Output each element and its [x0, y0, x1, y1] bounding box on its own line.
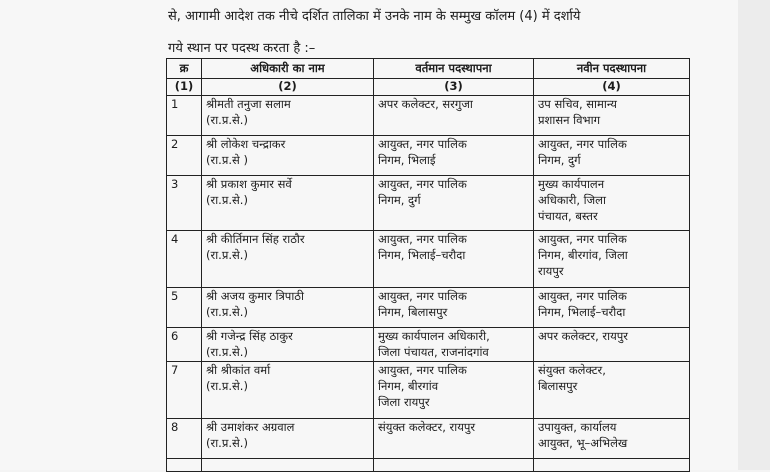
row-sno: 6 [167, 328, 202, 362]
current-posting-line: अपर कलेक्टर, सरगुजा [378, 97, 473, 111]
row-sno: 2 [167, 136, 202, 176]
current-posting [374, 136, 534, 176]
officer-name-line: (रा.प्र.से.) [206, 113, 248, 127]
current-posting [374, 96, 534, 136]
current-posting-line: जिला पंचायत, राजनांदगांव [378, 345, 489, 359]
new-posting-line: उप सचिव, सामान्य [538, 97, 617, 111]
table-row [167, 328, 690, 362]
officer-name-line: श्री प्रकाश कुमार सर्वे [206, 177, 292, 191]
current-posting-line: निगम, दुर्ग [378, 193, 421, 207]
table-row [167, 362, 690, 419]
table-row [167, 419, 690, 459]
table-row [167, 136, 690, 176]
new-posting-line: संयुक्त कलेक्टर, [538, 363, 606, 377]
officer-name-line: श्री उमाशंकर अग्रवाल [206, 420, 295, 434]
page-shadow [738, 0, 770, 470]
row-sno: 8 [167, 419, 202, 459]
new-posting-line: निगम, भिलाई–चरौदा [538, 305, 626, 319]
new-posting-line: रायपुर [538, 264, 564, 278]
new-posting-line: अधिकारी, जिला [538, 193, 606, 207]
intro-line-1: से, आगामी आदेश तक नीचे दर्शित तालिका में उनके नाम के सम्मुख कॉलम (4) में दर्शाये [168, 9, 581, 24]
new-posting-line: अपर कलेक्टर, रायपुर [538, 329, 628, 343]
officer-name-line: (रा.प्र.से.) [206, 248, 248, 262]
new-posting [534, 362, 690, 419]
officer-name [202, 136, 374, 176]
current-posting [374, 176, 534, 231]
table-body [167, 96, 690, 472]
officer-name [202, 419, 374, 459]
table-row [167, 288, 690, 328]
new-posting [534, 288, 690, 328]
column-number: (2) [202, 79, 374, 96]
new-posting-line: पंचायत, बस्तर [538, 209, 598, 223]
header-sno: क्र [167, 59, 202, 79]
current-posting-line: निगम, भिलाई [378, 153, 436, 167]
officer-name-line: श्री अजय कुमार त्रिपाठी [206, 289, 304, 303]
current-posting-line: आयुक्त, नगर पालिक [378, 137, 467, 151]
header-new-posting: नवीन पदस्थापना [534, 59, 690, 79]
new-posting [534, 231, 690, 288]
officer-name-line: (रा.प्र.से.) [206, 345, 248, 359]
new-posting-line: आयुक्त, नगर पालिक [538, 232, 627, 246]
row-sno: 4 [167, 231, 202, 288]
current-posting-line: संयुक्त कलेक्टर, रायपुर [378, 420, 476, 434]
current-posting [374, 288, 534, 328]
current-posting-line: आयुक्त, नगर पालिक [378, 363, 467, 377]
officer-name-line: (रा.प्र.से.) [206, 436, 248, 450]
header-officer-name: अधिकारी का नाम [202, 59, 374, 79]
posting-table [166, 58, 690, 472]
new-posting [534, 176, 690, 231]
officer-name [202, 231, 374, 288]
officer-name-line: (रा.प्र.से.) [206, 379, 248, 393]
officer-name [202, 362, 374, 419]
column-number: (4) [534, 79, 690, 96]
officer-name-line: श्री कीर्तिमान सिंह राठौर [206, 232, 305, 246]
new-posting [534, 419, 690, 459]
row-sno: 5 [167, 288, 202, 328]
officer-name [202, 96, 374, 136]
officer-name-line: (रा.प्र.से ) [206, 153, 248, 167]
new-posting-line: प्रशासन विभाग [538, 113, 601, 127]
table-row [167, 96, 690, 136]
current-posting [374, 231, 534, 288]
current-posting-line: निगम, भिलाई–चरौदा [378, 248, 466, 262]
current-posting [374, 328, 534, 362]
table-row [167, 176, 690, 231]
new-posting [534, 328, 690, 362]
intro-line-2: गये स्थान पर पदस्थ करता है :– [168, 41, 316, 56]
table-row [167, 231, 690, 288]
officer-name [202, 176, 374, 231]
table-header-row [167, 59, 690, 79]
new-posting-line: आयुक्त, नगर पालिक [538, 137, 627, 151]
row-sno: 7 [167, 362, 202, 419]
current-posting-line: निगम, बिलासपुर [378, 305, 448, 319]
new-posting-line: उपायुक्त, कार्यालय [538, 420, 617, 434]
officer-name-line: श्रीमती तनुजा सलाम [206, 97, 291, 111]
officer-name [202, 328, 374, 362]
current-posting-line: निगम, बीरगांव [378, 379, 439, 393]
new-posting-line: मुख्य कार्यपालन [538, 177, 605, 191]
new-posting-line: निगम, दुर्ग [538, 153, 581, 167]
current-posting-line: जिला रायपुर [378, 395, 430, 409]
current-posting-line: मुख्य कार्यपालन अधिकारी, [378, 329, 490, 343]
officer-name-line: (रा.प्र.से.) [206, 305, 248, 319]
current-posting-line: आयुक्त, नगर पालिक [378, 232, 467, 246]
officer-name [202, 288, 374, 328]
column-number-row [167, 79, 690, 96]
new-posting-line: बिलासपुर [538, 379, 578, 393]
new-posting [534, 96, 690, 136]
new-posting-line: आयुक्त, भू–अभिलेख [538, 436, 628, 450]
current-posting [374, 419, 534, 459]
new-posting [534, 136, 690, 176]
officer-name-line: (रा.प्र.से.) [206, 193, 248, 207]
row-sno: 1 [167, 96, 202, 136]
officer-name-line: श्री गजेन्द्र सिंह ठाकुर [206, 329, 293, 343]
new-posting-line: आयुक्त, नगर पालिक [538, 289, 627, 303]
header-current-posting: वर्तमान पदस्थापना [374, 59, 534, 79]
row-sno: 3 [167, 176, 202, 231]
current-posting-line: आयुक्त, नगर पालिक [378, 177, 467, 191]
officer-name-line: श्री श्रीकांत वर्मा [206, 363, 271, 377]
current-posting-line: आयुक्त, नगर पालिक [378, 289, 467, 303]
column-number: (1) [167, 79, 202, 96]
current-posting [374, 362, 534, 419]
new-posting-line: निगम, बीरगांव, जिला [538, 248, 628, 262]
officer-name-line: श्री लोकेश चन्द्राकर [206, 137, 286, 151]
column-number: (3) [374, 79, 534, 96]
